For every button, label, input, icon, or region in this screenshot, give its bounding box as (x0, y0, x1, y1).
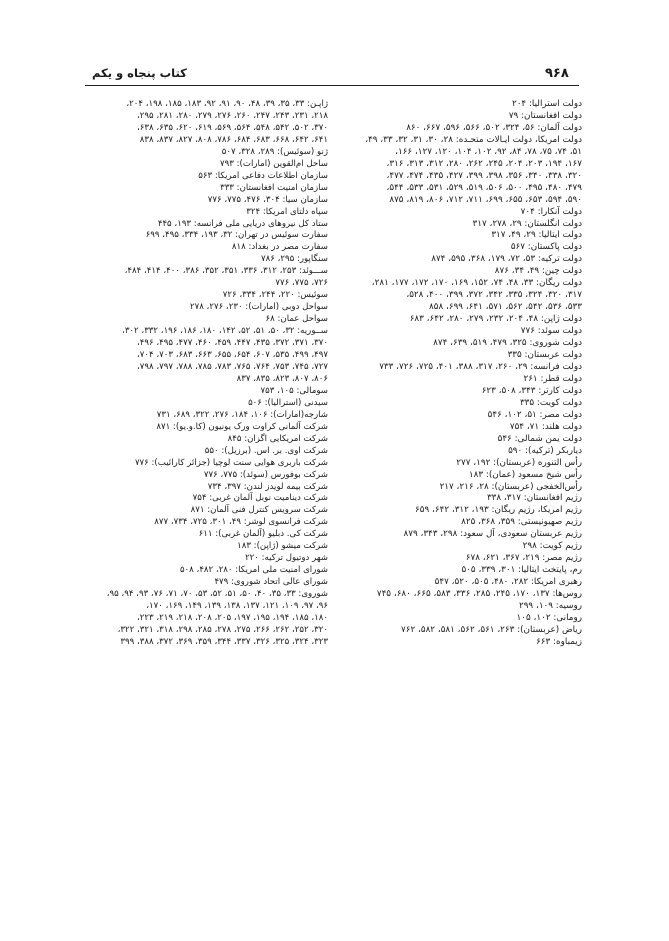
index-column-right (340, 99, 582, 649)
index-entry-line: رهبری امریکا: ۲۸۲، ۴۸۰، ۵۰۵، ۵۲۰، ۵۴۷ (434, 577, 582, 588)
index-entry-line: سپاه دلتای امریکا: ۳۲۴ (246, 206, 328, 217)
index-entry-line: رژیم عربستان سعودی، آل سعود: ۲۹۸، ۳۴۳، ۸۷۹ (403, 529, 582, 540)
index-entry-line: ۵۳۳، ۵۳۶، ۵۴۲، ۵۶۲، ۵۷۱، ۶۴۱، ۶۹۹، ۸۵۸ (429, 302, 582, 313)
index-entry-line: دولت امریکا، دولت ایـالات متحـده: ۲۸، ۳۰، ۳۱، ۳۲، ۳۳، ۴۹، (365, 134, 582, 145)
index-entry-line: شوروی: ۳۳، ۳۵، ۴۰، ۵۰، ۵۱، ۵۲، ۵۳، ۷۰، ۷۱، ۷۶، ۹۳، ۹۴، ۹۵، (106, 589, 328, 600)
index-entry-line: ۲۱۸، ۲۳۱، ۲۴۳، ۲۴۷، ۲۶۰، ۲۷۶، ۲۷۹، ۲۸۰، ۲۸۱، ۲۹۵، (136, 110, 328, 121)
index-entry-line: سفارت مصر در بغداد: ۸۱۸ (231, 242, 328, 253)
index-entry-line: ســوریه: ۳۲، ۵۰، ۵۱، ۵۲، ۱۴۲، ۱۸۰، ۱۸۶، ۱۹۶، ۳۳۲، ۳۰۲، (122, 326, 328, 337)
index-entry-line: رم، پایتخت ایتالیا: ۳۰۱، ۳۳۹، ۵۰۵ (461, 565, 582, 576)
index-entry-line: شرکت فرانسوی لوشر: ۴۹، ۳۰۱، ۷۲۵، ۷۳۴، ۸۷۷ (154, 517, 328, 528)
index-entry-line: ۳۷۰، ۳۷۱، ۳۷۲، ۴۳۵، ۴۴۷، ۴۵۹، ۴۶۰، ۴۷۷، ۴۹۵، ۴۹۶، (136, 338, 328, 349)
index-entry-line: ریاض (عربستان): ۲۶۳، ۵۶۱، ۵۶۲، ۵۸۱، ۵۸۲، ۷۶۲ (401, 624, 582, 635)
index-entry-line: ۷۲۶، ۷۷۵، ۷۷۶ (275, 278, 328, 289)
index-entry-line: ژنو (سوئیس): ۲۸۹، ۳۲۸، ۵۰۷ (221, 146, 328, 157)
index-entry-line: رومانی: ۱۰۲، ۱۰۵ (516, 612, 582, 623)
index-entry-line: دولت چین: ۴۹، ۳۴، ۸۷۶ (494, 266, 582, 277)
index-entry-line: دولت انگلستان: ۲۹، ۲۷۸، ۳۱۷ (472, 218, 582, 229)
index-entry-line: ۳۲۰، ۲۵۲، ۲۶۲، ۲۶۶، ۲۷۵، ۲۷۸، ۲۸۵، ۲۹۸، ۳۱۸، ۳۲۱، ۳۲۲، (117, 624, 328, 635)
index-entry-line: ۳۲۰، ۳۳۸، ۳۴۰، ۳۵۶، ۳۹۸، ۳۹۹، ۴۲۷، ۴۳۵، ۴۷۴، ۴۷۷، (386, 170, 582, 181)
index-entry-line: ۷۲۷، ۷۴۵، ۷۵۳، ۷۶۴، ۷۶۵، ۷۸۳، ۷۸۵، ۷۸۸، ۷۹۷، ۷۹۸، (136, 361, 328, 372)
index-entry-line: شرکت سرویس کنترل فنی آلمان: ۸۷۱ (190, 505, 328, 516)
index-entry-line: رأس‌الخفجی (عربستان): ۲۸، ۲۱۶، ۲۱۷ (439, 481, 582, 492)
index-entry-line: ۴۹۷، ۴۹۹، ۵۳۵، ۶۰۷، ۶۵۴، ۶۵۵، ۶۶۳، ۶۸۳، ۷۰۳، ۷۰۴، (136, 350, 328, 361)
index-entry-line: ۳۲۳، ۳۲۴، ۳۲۵، ۳۲۶، ۳۳۷، ۳۴۴، ۳۵۹، ۳۶۹، ۳۷۲، ۳۸۸، ۳۹۹ (120, 636, 328, 647)
index-entry-line: ۳۱۷، ۳۲۰، ۳۲۴، ۳۳۵، ۳۴۲، ۳۷۲، ۳۹۹، ۴۰۰، ۵۲۸، (406, 290, 582, 301)
index-entry-line: شارجه(امارات): ۱۰۶، ۱۸۴، ۲۷۶، ۳۲۲، ۶۸۹، ۷۳۱ (156, 409, 328, 420)
index-entry-line: رژیم افغانستان: ۳۱۷، ۳۳۸ (486, 493, 582, 504)
index-entry-line: شرکت باربری هوایی سنت لوچیا (جزائر کارائیب): ۷۷۶ (134, 457, 328, 468)
index-entry-line: شورای عالی اتحاد شوروی: ۴۷۹ (214, 577, 328, 588)
index-entry-line: دولت استرالیا: ۲۰۴ (511, 99, 582, 109)
index-entry-line: ۴۷۹، ۴۸۰، ۴۹۵، ۵۰۰، ۵۰۶، ۵۱۹، ۵۲۹، ۵۳۱، ۵۳۳، ۵۴۴، (386, 182, 582, 193)
index-entry-line: دولت آلمان: ۵۶، ۳۲۴، ۵۰۲، ۵۶۶، ۵۹۶، ۶۶۷، ۸۶۰ (406, 122, 582, 133)
index-entry-line: دولت ژاپن: ۴۸، ۲۰۴، ۲۳۲، ۲۷۹، ۲۸۰، ۶۴۲، ۶۸۳ (409, 314, 582, 325)
index-entry-line: دولت افغانستان: ۷۹ (508, 110, 582, 121)
index-entry-line: دولت یمن شمالی: ۵۴۶ (497, 433, 582, 444)
index-entry-line: دولت پاکستان: ۵۶۷ (510, 242, 582, 253)
index-entry-line: دولت کارتر: ۳۴۳، ۵۰۸، ۶۲۳ (481, 385, 582, 396)
index-entry-line: سازمان سیا: ۳۰۴، ۴۷۶، ۷۷۵، ۷۷۶ (207, 194, 328, 205)
index-entry-line: دیاربکر (ترکیه): ۵۹۰ (508, 445, 582, 456)
index-entry-line: ۶۴۱، ۶۴۲، ۶۶۸، ۶۸۳، ۶۸۴، ۷۸۶، ۸۰۸، ۸۲۷، ۸۳۷، ۸۳۸ (139, 134, 328, 145)
index-entry-line: دولت هلند: ۷۱، ۷۵۴ (509, 421, 582, 432)
index-entry-line: دولت آنکارا: ۷۰۴ (520, 206, 582, 217)
index-entry-line: سواحل دوبی (امارات): ۲۳۰، ۲۷۶، ۲۷۸ (189, 302, 328, 313)
index-entry-line: رژیم امریکا، رژیم ریگان: ۱۹۳، ۳۱۲، ۶۴۲، ۶۵۹ (415, 505, 582, 516)
index-entry-line: دولت فرانسه: ۲۹، ۲۶۰، ۳۱۷، ۳۸۸، ۴۰۱، ۷۲۵، ۷۲۶، ۷۳۳ (379, 361, 582, 372)
index-entry-line: ۳۷۰، ۵۰۲، ۵۴۲، ۵۴۸، ۵۶۴، ۵۶۹، ۶۱۹، ۶۲۰، ۶۳۵، ۶۳۸، (136, 122, 328, 133)
index-entry-line: سفارت سوئیس در تهران: ۳۲، ۱۹۳، ۳۳۴، ۴۹۵، ۶۹۹ (145, 230, 328, 241)
index-entry-line: شرکت امریکایی اگزان: ۸۴۵ (227, 433, 328, 444)
index-entry-line: شرکت دینامیت نوبل آلمان غربی: ۷۵۴ (192, 493, 328, 504)
index-entry-line: شرکت کی. دبلیو (آلمان غربی): ۶۱۱ (198, 529, 328, 540)
index-entry-line: ســـوئد: ۲۵۳، ۳۱۲، ۳۳۶، ۳۵۱، ۳۵۲، ۳۸۶، ۴۰۰، ۴۱۴، ۴۸۴، (124, 266, 328, 277)
index-entry-line: شهر دوتیول ترکیه: ۲۲۰ (245, 553, 328, 564)
index-entry-line: شرکت بیمه لویدز لندن: ۳۹۷، ۷۳۴ (207, 481, 328, 492)
index-entry-line: سومالی: ۱۰۵، ۷۵۳ (260, 385, 328, 396)
index-entry-line: شرکت آلمانی کراوت ورک یونیون (کا.و.یو): ۸۷۱ (156, 421, 328, 432)
index-entry-line: شرکت بوفورس (سوئد): ۷۷۵، ۷۷۶ (203, 469, 328, 480)
index-entry-line: ساحل ام‌القوین (امارات): ۷۹۳ (220, 158, 328, 169)
index-entry-line: روس‌ها: ۱۳۷، ۱۷۰، ۲۴۵، ۲۸۵، ۳۳۶، ۵۸۳، ۶۶۵، ۶۸۰، ۷۴۵ (376, 589, 582, 600)
index-entry-line: دولت ریگان: ۳۳، ۴۸، ۷۴، ۱۵۲، ۱۶۹، ۱۷۰، ۱۷۲، ۱۷۷، ۲۸۱، (371, 278, 582, 289)
index-entry-line: رأس شیخ مسعود (عمان): ۱۸۳ (468, 469, 582, 480)
index-entry-line: رژیم کویت: ۲۹۸ (522, 541, 582, 552)
index-entry-line: شرکت اوی. بر. اس. (برزیل): ۵۵۰ (204, 445, 328, 456)
index-entry-line: سیدنی (استرالیا): ۵۰۶ (248, 397, 328, 408)
index-entry-line: روسیه: ۱۰۹، ۲۹۹ (518, 601, 582, 612)
index-entry-line: دولت سوئد: ۷۷۶ (520, 326, 582, 337)
index-entry-line: سنگاپور: ۲۹۵، ۷۸۶ (260, 254, 328, 265)
index-entry-line: ژاپـن: ۳۳، ۳۵، ۳۹، ۴۸، ۹۰، ۹۱، ۹۲، ۱۸۳، ۱۸۵، ۱۹۸، ۲۰۴، (126, 99, 328, 109)
index-entry-line: ۱۸۰، ۱۸۵، ۱۹۴، ۱۹۵، ۱۹۷، ۲۰۵، ۲۰۸، ۲۱۸، ۲۱۹، ۲۲۳، (136, 612, 328, 623)
index-entry-line: ۵۹۰، ۵۹۴، ۶۵۳، ۶۵۵، ۶۹۹، ۷۱۱، ۷۱۲، ۸۰۶، ۸۱۹، ۸۷۵ (389, 194, 582, 205)
index-entry-line: دولت ترکیه: ۵۳، ۷۲، ۱۷۹، ۳۶۸، ۵۹۵، ۸۷۴ (431, 254, 582, 265)
header-divider (85, 85, 579, 86)
index-entry-line: رژیم صهیونیستی: ۳۵۹، ۳۶۸، ۸۲۵ (461, 517, 582, 528)
running-head-title: کتاب پنجاه و یکم (92, 66, 187, 80)
index-entry-line: ۱۶۷، ۱۹۴، ۲۰۳، ۲۰۴، ۲۴۵، ۲۶۲، ۲۸۰، ۳۱۲، ۳۱۳، ۳۱۶، (386, 158, 582, 169)
index-entry-line: دولت مصر: ۵۱، ۱۰۲، ۵۴۶ (487, 409, 582, 420)
index-entry-line: سازمان امنیت افغانستان: ۳۳۳ (220, 182, 328, 193)
index-entry-line: ۹۶، ۹۷، ۱۰۹، ۱۲۱، ۱۳۷، ۱۳۸، ۱۳۹، ۱۴۹، ۱۶۹، ۱۷۰، (146, 601, 328, 612)
index-entry-line: شرکت میشو (ژاپن): ۱۸۳ (237, 541, 328, 552)
index-entry-line: دولت عربستان: ۳۳۵ (507, 350, 582, 361)
index-entry-line: رژیم مصر: ۲۱۹، ۳۶۷، ۶۲۱، ۶۷۸ (465, 553, 582, 564)
index-entry-line: سوئیس: ۲۲۰، ۲۴۴، ۳۳۴، ۷۲۶ (222, 290, 328, 301)
index-entry-line: دولت قطر: ۲۶۱ (523, 373, 582, 384)
index-entry-line: دولت ایتالیا: ۲۹، ۴۹، ۳۱۷ (491, 230, 582, 241)
index-entry-line: ۸۰۶، ۸۰۷، ۸۲۳، ۸۳۵، ۸۳۷ (236, 373, 328, 384)
index-column-left (85, 99, 328, 649)
index-entry-line: ستاد کل نیروهای دریایی ملی فرانسه: ۱۹۳، ۴۴۵ (157, 218, 328, 229)
index-entry-line: دولت شوروی: ۳۲۵، ۴۷۹، ۵۱۹، ۶۳۹، ۸۷۴ (433, 338, 582, 349)
index-entry-line: رأس التنوره (عربستان): ۱۹۲، ۲۷۷ (456, 457, 582, 468)
index-entry-line: دولت کویت: ۳۳۵ (519, 397, 582, 408)
index-entry-line: ۵۱، ۷۴، ۷۵، ۷۸، ۸۴، ۹۲، ۱۰۲، ۱۰۴، ۱۲۰، ۱۲۷، ۱۶۶، (395, 146, 582, 157)
index-entry-line: زیمباوه: ۶۶۳ (536, 636, 582, 647)
index-entry-line: شورای امنیت ملی امریکا: ۲۸۰، ۴۸۲، ۵۰۸ (179, 565, 328, 576)
index-entry-line: سواحل عمان: ۶۸ (265, 314, 328, 325)
index-entry-line: سازمان اطلاعات دفاعی امریکا: ۵۶۳ (198, 170, 328, 181)
page-number: ۹۶۸ (545, 66, 569, 81)
